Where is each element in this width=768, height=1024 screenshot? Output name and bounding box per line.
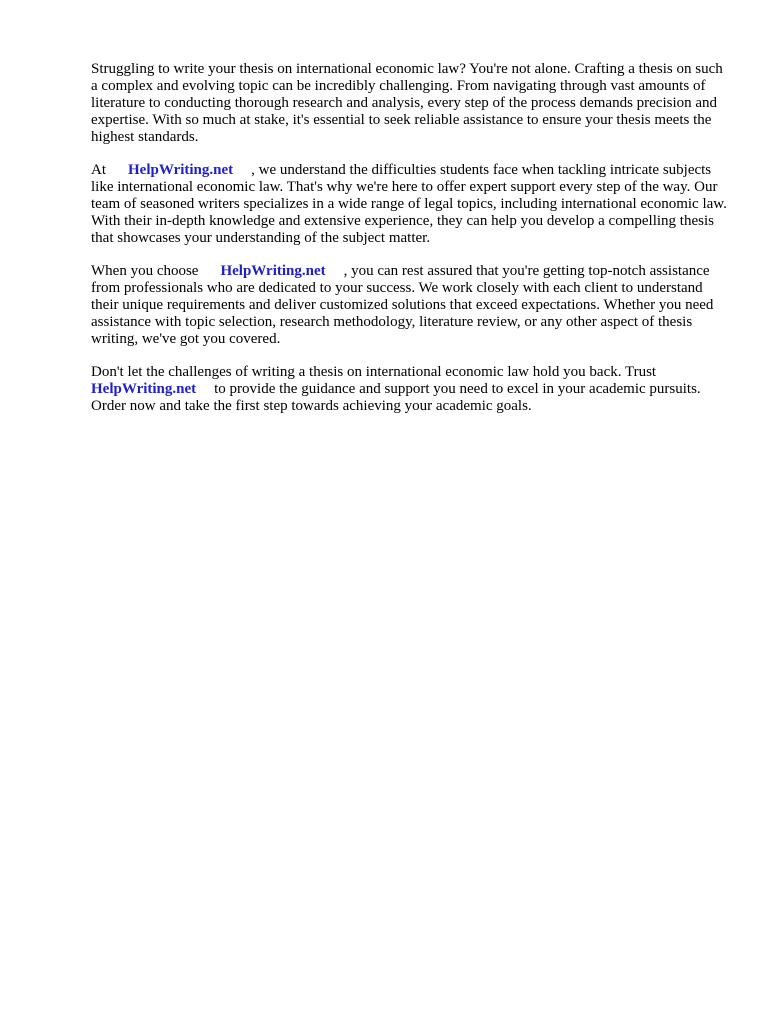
- paragraph-cta-lead: Don't let the challenges of writing a thesis on international economic law hold you back. Trust: [91, 364, 657, 380]
- helpwriting-link[interactable]: HelpWriting.net: [91, 381, 197, 397]
- paragraph-choose-text: , you can rest assured that you're getting top-notch assistance from professionals who are dedicated to your success. We work closely with each client to understand their unique requirements and deliver customized solutions that exceed expectations. Whether you need assistance with topic selection, research methodology, literature review, or any other aspect of thesis writing, we've got you covered.: [91, 263, 714, 347]
- paragraph-choose-lead: When you choose: [91, 263, 199, 279]
- helpwriting-link[interactable]: HelpWriting.net: [128, 162, 234, 178]
- paragraph-choose: [91, 263, 727, 348]
- paragraph-about-lead: At: [91, 162, 106, 178]
- paragraph-cta: [91, 364, 727, 415]
- paragraph-about-text: , we understand the difficulties students face when tackling intricate subjects like international economic law. That's why we're here to offer expert support every step of the way. Our team of seasoned writers specializes in a wide range of legal topics, including international economic law. With their in-depth knowledge and extensive experience, they can help you develop a compelling thesis that showcases your understanding of the subject matter.: [91, 162, 727, 246]
- paragraph-cta-text: to provide the guidance and support you need to excel in your academic pursuits. Order now and take the first step towards achieving your academic goals.: [91, 381, 701, 414]
- paragraph-about: [91, 162, 727, 247]
- helpwriting-link[interactable]: HelpWriting.net: [220, 263, 326, 279]
- paragraph-intro: [91, 61, 727, 146]
- document-page: [91, 61, 727, 431]
- paragraph-intro-text: Struggling to write your thesis on international economic law? You're not alone. Crafting a thesis on such a complex and evolving topic can be incredibly challenging. From navigating through vast amounts of literature to conducting thorough research and analysis, every step of the process demands precision and expertise. With so much at stake, it's essential to seek reliable assistance to ensure your thesis meets the highest standards.: [91, 61, 723, 145]
